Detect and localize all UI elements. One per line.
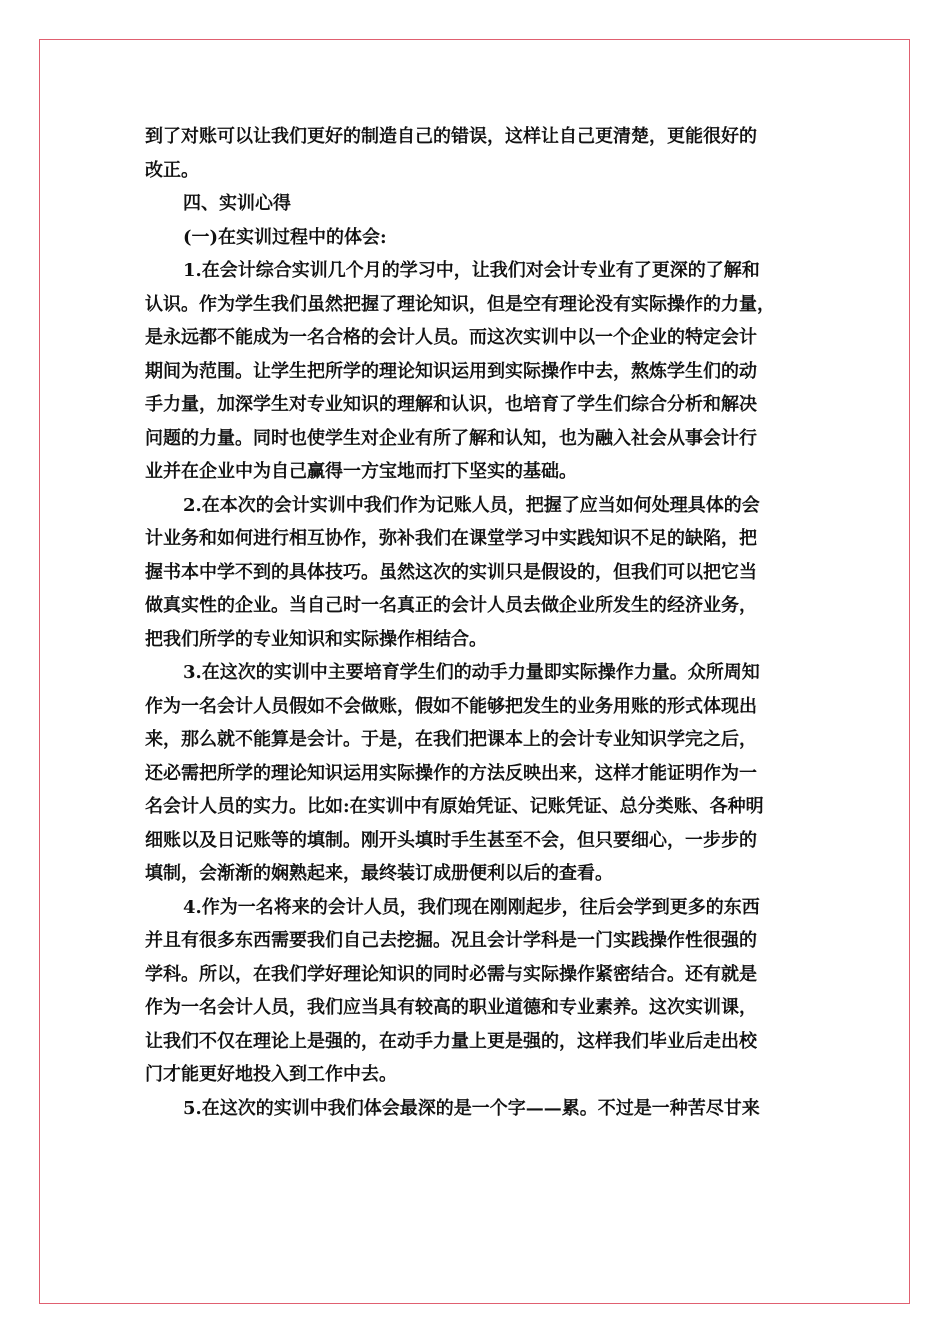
text-line: 并且有很多东西需要我们自己去挖掘。况且会计学科是一门实践操作性很强的 bbox=[145, 930, 757, 951]
text-line: 期间为范围。让学生把所学的理论知识运用到实际操作中去，熬炼学生们的动 bbox=[145, 360, 757, 382]
text-line: 四、实训心得 bbox=[183, 193, 291, 214]
text-line: 作为一名会计人员假如不会做账，假如不能够把发生的业务用账的形式体现出 bbox=[145, 695, 757, 717]
text-line: 让我们不仅在理论上是强的，在动手力量上更是强的，这样我们毕业后走出校 bbox=[145, 1030, 757, 1052]
text-line: 认识。作为学生我们虽然把握了理论知识，但是空有理论没有实际操作的力量， bbox=[145, 293, 775, 315]
text-line: 作为一名会计人员，我们应当具有较高的职业道德和专业素养。这次实训课， bbox=[145, 997, 757, 1018]
text-line: 5.在这次的实训中我们体会最深的是一个字——累。不过是一种苦尽甘来 bbox=[183, 1097, 760, 1119]
text-line: 业并在企业中为自己赢得一方宝地而打下坚实的基础。 bbox=[145, 461, 577, 482]
text-line: 1.在会计综合实训几个月的学习中，让我们对会计专业有了更深的了解和 bbox=[183, 260, 760, 281]
text-line: 细账以及日记账等的填制。刚开头填时手生甚至不会，但只要细心，一步步的 bbox=[145, 829, 757, 851]
text-line: 是永远都不能成为一名合格的会计人员。而这次实训中以一个企业的特定会计 bbox=[145, 327, 757, 348]
text-line: 学科。所以，在我们学好理论知识的同时必需与实际操作紧密结合。还有就是 bbox=[145, 963, 757, 985]
text-line: 填制，会渐渐的娴熟起来，最终装订成册便利以后的查看。 bbox=[145, 863, 613, 884]
text-line: 3.在这次的实训中主要培育学生们的动手力量即实际操作力量。众所周知 bbox=[183, 662, 760, 683]
text-line: 握书本中学不到的具体技巧。虽然这次的实训只是假设的，但我们可以把它当 bbox=[145, 561, 757, 583]
document-body bbox=[145, 120, 815, 1125]
text-line: 到了对账可以让我们更好的制造自己的错误，这样让自己更清楚，更能很好的 bbox=[145, 126, 757, 147]
text-line: 还必需把所学的理论知识运用实际操作的方法反映出来，这样才能证明作为一 bbox=[145, 762, 757, 784]
text-line: 问题的力量。同时也使学生对企业有所了解和认知，也为融入社会从事会计行 bbox=[145, 427, 757, 449]
text-line: 4.作为一名将来的会计人员，我们现在刚刚起步，往后会学到更多的东西 bbox=[183, 896, 760, 918]
text-line: 把我们所学的专业知识和实际操作相结合。 bbox=[145, 628, 487, 650]
text-line: 门才能更好地投入到工作中去。 bbox=[145, 1064, 397, 1085]
text-line: 名会计人员的实力。比如:在实训中有原始凭证、记账凭证、总分类账、各种明 bbox=[145, 796, 764, 817]
text-line: 手力量，加深学生对专业知识的理解和认识，也培育了学生们综合分析和解决 bbox=[145, 394, 757, 415]
text-line: 来，那么就不能算是会计。于是，在我们把课本上的会计专业知识学完之后， bbox=[145, 729, 757, 750]
text-line: 计业务和如何进行相互协作，弥补我们在课堂学习中实践知识不足的缺陷，把 bbox=[145, 528, 757, 549]
text-line: (一)在实训过程中的体会: bbox=[183, 226, 387, 248]
text-line: 2.在本次的会计实训中我们作为记账人员，把握了应当如何处理具体的会 bbox=[183, 494, 760, 516]
text-line: 做真实性的企业。当自己时一名真正的会计人员去做企业所发生的经济业务， bbox=[145, 595, 757, 616]
text-line: 改正。 bbox=[145, 159, 199, 181]
